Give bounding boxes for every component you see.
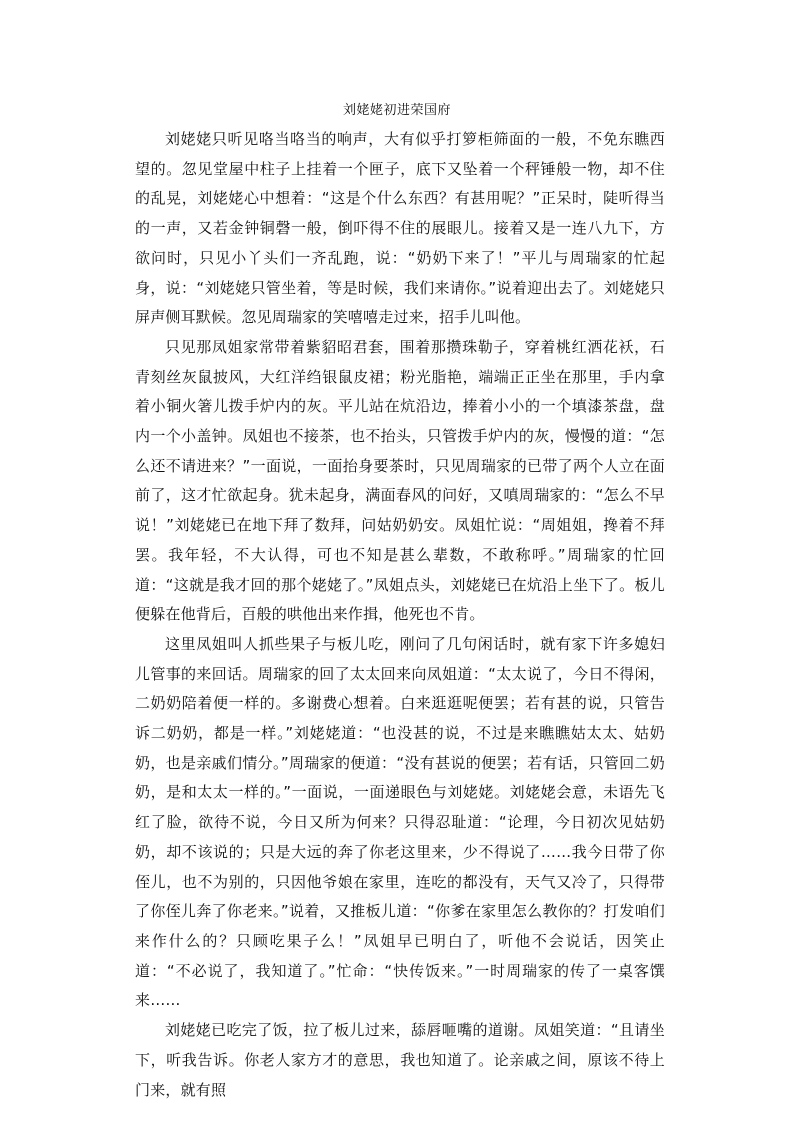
document-title: 刘姥姥初进荣国府 bbox=[342, 103, 451, 118]
paragraph-4: 刘姥姥已吃完了饭，拉了板儿过来，舔唇咂嘴的道谢。凤姐笑道：“且请坐下，听我告诉。你老人家方才的意思，我也知道了。论亲戚之间，原该不待上门来，就有照 bbox=[135, 1021, 665, 1099]
document-body bbox=[135, 125, 665, 1105]
paragraph-3: 这里凤姐叫人抓些果子与板儿吃，刚问了几句闲话时，就有家下许多媳妇儿管事的来回话。周瑞家的回了太太回来向凤姐道：“太太说了，今日不得闲，二奶奶陪着便一样的。多谢费心想着。白来逛逛呢便罢；若有甚的说，只管告诉二奶奶，都是一样。”刘姥姥道：“也没甚的说，不过是来瞧瞧姑太太、姑奶奶，也是亲戚们情分。”周瑞家的便道：“没有甚说的便罢；若有话，只管回二奶奶，是和太太一样的。”一面说，一面递眼色与刘姥姥。刘姥姥会意，未语先飞红了脸，欲待不说，今日又所为何来？只得忍耻道：“论理，今日初次见姑奶奶，却不该说的；只是大远的奔了你老这里来，少不得说了……我今日带了你侄儿，也不为别的，只因他爷娘在家里，连吃的都没有，天气又冷了，只得带了你侄儿奔了你老来。”说着，又推板儿道：“你爹在家里怎么教你的？打发咱们来作什么的？只顾吃果子么！”凤姐早已明白了，听他不会说话，因笑止道：“不必说了，我知道了。”忙命：“快传饭来。”一时周瑞家的传了一桌客馔来…… bbox=[135, 634, 665, 1010]
paragraph-1: 刘姥姥只听见咯当咯当的响声，大有似乎打箩柜筛面的一般，不免东瞧西望的。忽见堂屋中柱子上挂着一个匣子，底下又坠着一个秤锤般一物，却不住的乱晃，刘姥姥心中想着：“这是个什么东西？有甚用呢？”正呆时，陡听得当的一声，又若金钟铜磬一般，倒吓得不住的展眼儿。接着又是一连八九下，方欲问时，只见小丫头们一齐乱跑，说：“奶奶下来了！”平儿与周瑞家的忙起身，说：“刘姥姥只管坐着，等是时候，我们来请你。”说着迎出去了。刘姥姥只屏声侧耳默候。忽见周瑞家的笑嘻嘻走过来，招手儿叫他。 bbox=[135, 130, 665, 327]
paragraph-2: 只见那凤姐家常带着紫貂昭君套，围着那攒珠勒子，穿着桃红洒花袄，石青刻丝灰鼠披风，大红洋绉银鼠皮裙；粉光脂艳，端端正正坐在那里，手内拿着小铜火箸儿拨手炉内的灰。平儿站在炕沿边，捧着小小的一个填漆茶盘，盘内一个小盖钟。凤姐也不接茶，也不抬头，只管拨手炉内的灰，慢慢的道：“怎么还不请进来？”一面说，一面抬身要茶时，只见周瑞家的已带了两个人立在面前了，这才忙欲起身。犹未起身，满面春风的问好，又嗔周瑞家的：“怎么不早说！”刘姥姥已在地下拜了数拜，问姑奶奶安。凤姐忙说：“周姐姐，搀着不拜罢。我年轻，不大认得，可也不知是甚么辈数，不敢称呼。”周瑞家的忙回道：“这就是我才回的那个姥姥了。”凤姐点头，刘姥姥已在炕沿上坐下了。板儿便躲在他背后，百般的哄他出来作揖，他死也不肯。 bbox=[135, 337, 665, 624]
